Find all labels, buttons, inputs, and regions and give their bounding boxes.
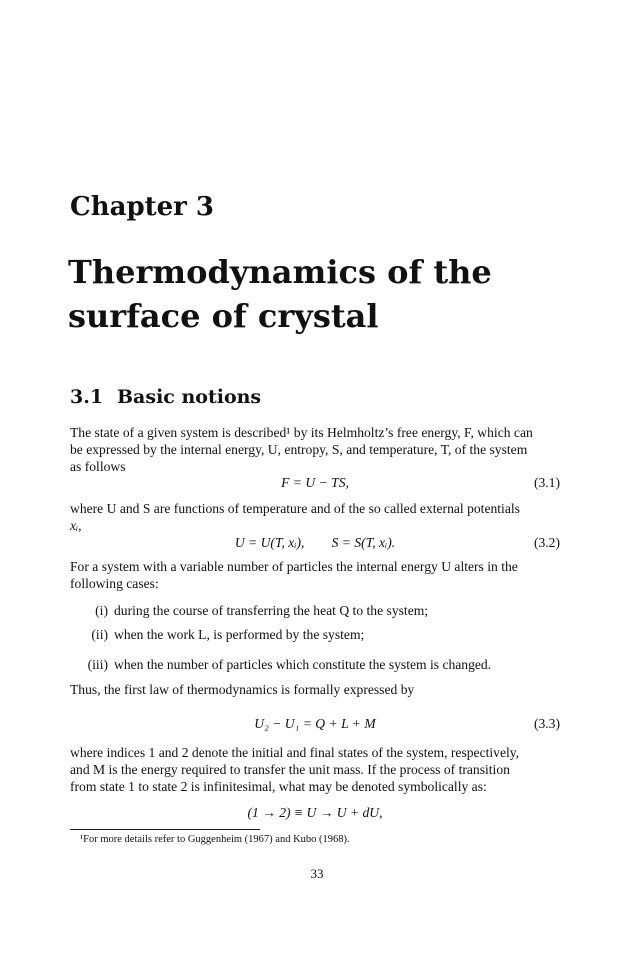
equation-number: (3.2) bbox=[533, 535, 560, 550]
equation-number: (3.1) bbox=[533, 475, 560, 490]
footnote-rule bbox=[70, 829, 260, 830]
text-line: be expressed by the internal energy, U, entropy, S, and temperature, T, of the system bbox=[70, 442, 528, 457]
paragraph bbox=[70, 424, 560, 475]
text-line: following cases: bbox=[70, 576, 159, 591]
section-title: Basic notions bbox=[117, 386, 262, 408]
list-marker: (i) bbox=[95, 603, 108, 618]
equation bbox=[70, 804, 560, 821]
paragraph bbox=[70, 558, 560, 592]
paragraph bbox=[70, 500, 560, 534]
section-heading bbox=[70, 386, 261, 408]
text-line: and M is the energy required to transfer the unit mass. If the process of transition bbox=[70, 762, 510, 777]
text-line: The state of a given system is described¹ by its Helmholtz’s free energy, F, which can bbox=[70, 425, 533, 440]
paragraph bbox=[70, 681, 560, 698]
equation-expression: U₂ − U₁ = Q + L + M bbox=[254, 716, 376, 731]
text-line: For a system with a variable number of particles the internal energy U alters in the bbox=[70, 559, 518, 574]
text-line: where indices 1 and 2 denote the initial and final states of the system, respectively, bbox=[70, 745, 520, 760]
equation bbox=[70, 715, 560, 732]
list-marker: (iii) bbox=[87, 657, 108, 672]
chapter-title-line: surface of crystal bbox=[68, 297, 379, 335]
list-item bbox=[74, 656, 491, 673]
equation-number: (3.3) bbox=[533, 716, 560, 731]
text-line: where U and S are functions of temperature and of the so called external potentials bbox=[70, 501, 520, 516]
equation bbox=[70, 474, 560, 491]
text-line: as follows bbox=[70, 459, 126, 474]
equation-expression: (1 → 2) ≡ U → U + dU, bbox=[247, 805, 383, 820]
equation bbox=[70, 534, 560, 551]
chapter-title-line: Thermodynamics of the bbox=[68, 253, 492, 291]
text-line: from state 1 to state 2 is infinitesimal, what may be denoted symbolically as: bbox=[70, 779, 487, 794]
list-text: when the number of particles which constitute the system is changed. bbox=[114, 657, 492, 672]
section-number: 3.1 bbox=[70, 386, 104, 408]
text-line: Thus, the first law of thermodynamics is formally expressed by bbox=[70, 682, 415, 697]
footnote: ¹For more details refer to Guggenheim (1967) and Kubo (1968). bbox=[80, 834, 350, 845]
paragraph bbox=[70, 744, 560, 795]
equation-expression: F = U − TS, bbox=[281, 475, 349, 490]
list-text: during the course of transferring the heat Q to the system; bbox=[114, 603, 429, 618]
chapter-title bbox=[68, 250, 588, 338]
list-item bbox=[74, 602, 428, 619]
list-marker: (ii) bbox=[91, 627, 108, 642]
page-number: 33 bbox=[310, 866, 324, 881]
text-line: xᵢ, bbox=[70, 518, 82, 533]
chapter-label: Chapter 3 bbox=[70, 192, 215, 222]
list-text: when the work L, is performed by the system; bbox=[114, 627, 365, 642]
equation-expression: U = U(T, xᵢ), S = S(T, xᵢ). bbox=[234, 535, 396, 550]
list-item bbox=[74, 626, 364, 643]
